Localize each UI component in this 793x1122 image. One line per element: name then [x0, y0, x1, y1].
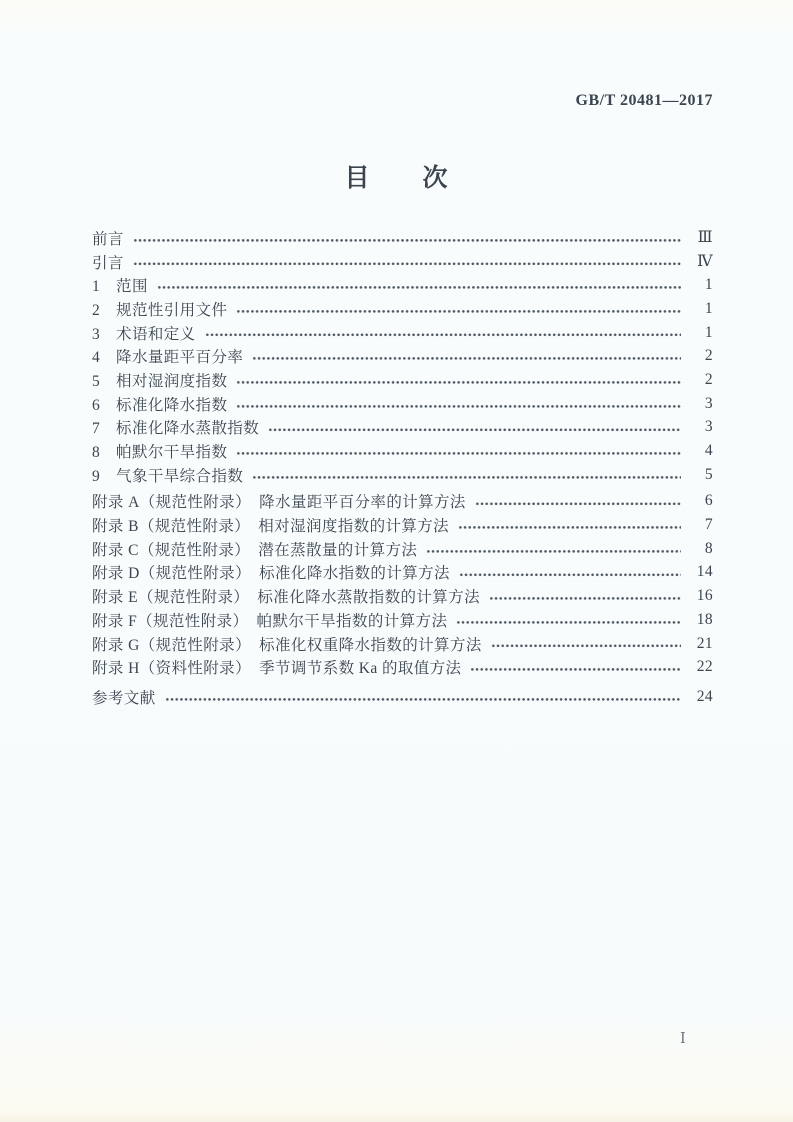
dot-leader — [236, 368, 681, 392]
toc-entry — [92, 439, 713, 463]
toc-entry-page-number: 16 — [696, 587, 713, 605]
dot-leader — [236, 297, 681, 321]
toc-entry — [92, 490, 713, 514]
toc-entry-label: 5 相对湿润度指数 — [92, 372, 228, 390]
toc-entry-page-number: 3 — [704, 418, 713, 436]
dot-leader — [133, 250, 681, 274]
dot-leader — [165, 685, 681, 709]
toc-entry-page-number: 3 — [704, 394, 713, 412]
toc-entry-page-number: 1 — [704, 299, 713, 317]
toc-entry-page-number: 1 — [704, 276, 713, 294]
toc-entry-page-number: 8 — [704, 539, 713, 557]
toc-entry-label: 3 术语和定义 — [92, 325, 196, 343]
toc-entry-label: 附录 C（规范性附录） 潜在蒸散量的计算方法 — [92, 541, 418, 559]
toc-entry-page-number: Ⅳ — [697, 253, 713, 271]
toc-entry — [92, 250, 713, 274]
toc-entry-label: 附录 B（规范性附录） 相对湿润度指数的计算方法 — [92, 518, 450, 536]
toc-entry-label: 4 降水量距平百分率 — [92, 349, 244, 367]
toc-entry-label: 附录 E（规范性附录） 标准化降水蒸散指数的计算方法 — [92, 589, 480, 607]
toc-entry-page-number: 22 — [696, 658, 713, 676]
toc-entry-page-number: 24 — [696, 687, 713, 705]
toc-entry — [92, 226, 713, 250]
dot-leader — [236, 439, 681, 463]
toc-entry-label: 附录 D（规范性附录） 标准化降水指数的计算方法 — [92, 565, 450, 583]
dot-leader — [133, 226, 681, 250]
toc-entry-label: 9 气象干旱综合指数 — [92, 467, 244, 485]
dot-leader — [252, 344, 681, 368]
toc-entry — [92, 584, 713, 608]
toc-entry — [92, 297, 713, 321]
dot-leader — [252, 463, 681, 487]
toc-entry-page-number: 6 — [704, 492, 713, 510]
toc-entry — [92, 416, 713, 440]
toc-entry — [92, 344, 713, 368]
toc-entry — [92, 463, 713, 487]
toc-entry — [92, 608, 713, 632]
dot-leader — [475, 490, 681, 514]
toc-entry — [92, 561, 713, 585]
toc-entry — [92, 632, 713, 656]
toc-entry-label: 附录 A（规范性附录） 降水量距平百分率的计算方法 — [92, 494, 466, 512]
toc-entry — [92, 368, 713, 392]
toc-entry — [92, 273, 713, 297]
toc-entry-label: 1 范围 — [92, 278, 148, 296]
toc-entry — [92, 392, 713, 416]
toc-entry-label: 8 帕默尔干旱指数 — [92, 444, 228, 462]
toc-entry-page-number: 4 — [704, 442, 713, 460]
toc-entry-label: 参考文献 — [92, 689, 156, 707]
dot-leader — [489, 584, 681, 608]
toc-entry-label: 附录 G（规范性附录） 标准化权重降水指数的计算方法 — [92, 636, 482, 654]
toc-entry-label: 前言 — [92, 230, 124, 248]
dot-leader — [157, 273, 681, 297]
toc-entry — [92, 321, 713, 345]
toc-entry-label: 附录 F（规范性附录） 帕默尔干旱指数的计算方法 — [92, 612, 448, 630]
toc-entry — [92, 655, 713, 679]
toc-entry-label: 7 标准化降水蒸散指数 — [92, 420, 260, 438]
dot-leader — [205, 321, 681, 345]
toc-entry-page-number: 14 — [696, 563, 713, 581]
dot-leader — [426, 537, 681, 561]
toc-list — [92, 226, 713, 709]
toc-entry-page-number: 7 — [704, 516, 713, 534]
toc-entry-label: 附录 H（资料性附录） 季节调节系数 Ka 的取值方法 — [92, 660, 462, 678]
toc-entry — [92, 685, 713, 709]
toc-entry-page-number: 1 — [704, 323, 713, 341]
toc-entry-page-number: 2 — [704, 347, 713, 365]
toc-entry-page-number: 5 — [704, 465, 713, 483]
page-title: 目 次 — [344, 165, 449, 192]
footer-page-number: Ⅰ — [680, 1031, 687, 1047]
toc-entry-page-number: 21 — [696, 634, 713, 652]
dot-leader — [268, 416, 681, 440]
toc-entry-label: 6 标准化降水指数 — [92, 396, 228, 414]
dot-leader — [491, 632, 681, 656]
dot-leader — [459, 561, 681, 585]
dot-leader — [456, 608, 681, 632]
toc-entry — [92, 537, 713, 561]
standard-number: GB/T 20481—2017 — [575, 92, 713, 109]
toc-entry — [92, 513, 713, 537]
toc-entry-label: 2 规范性引用文件 — [92, 301, 228, 319]
toc-entry-label: 引言 — [92, 254, 124, 272]
dot-leader — [236, 392, 681, 416]
toc-entry-page-number: 2 — [704, 370, 713, 388]
toc-entry-page-number: 18 — [696, 610, 713, 628]
toc-entry-page-number: Ⅲ — [697, 229, 713, 247]
dot-leader — [470, 655, 681, 679]
dot-leader — [458, 513, 681, 537]
